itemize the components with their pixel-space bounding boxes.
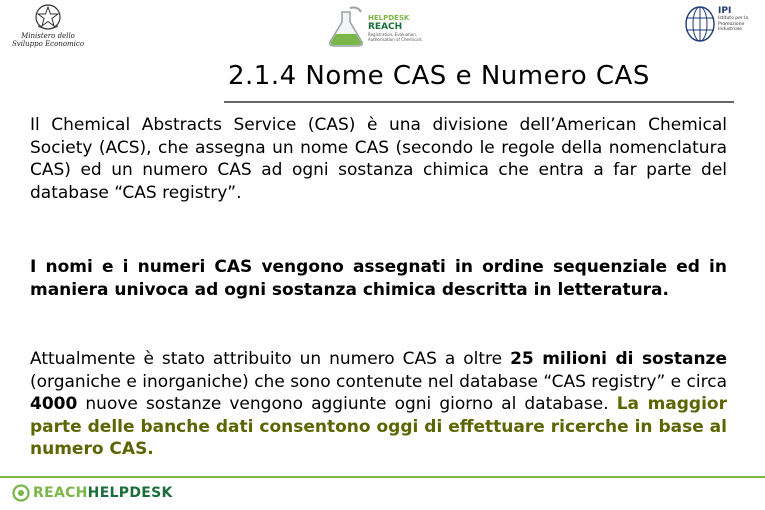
reach-logo-line3: Registration, Evaluation, Authorisation of Chemicals: [368, 32, 422, 42]
reach-helpdesk-logo: [328, 2, 448, 52]
footer-brand-helpdesk: HELPDESK: [87, 485, 173, 501]
emblem-icon: [33, 2, 63, 32]
para3-text-1: Attualmente è stato attribuito un numero CAS a oltre: [30, 349, 511, 369]
globe-icon: [684, 4, 716, 44]
ipi-logo: [684, 4, 760, 50]
ipi-logo-subtitle: Istituto per la Promozione Industriale: [718, 16, 749, 32]
flask-icon: [328, 4, 368, 48]
para3-bold-4000: 4000: [30, 394, 78, 414]
ministry-name-line2: Sviluppo Economico: [11, 40, 85, 48]
ministry-name-line1: Ministero dello: [21, 32, 75, 40]
footer-divider: [0, 476, 765, 478]
paragraph-cas-statistics: [30, 348, 727, 461]
para3-text-3: nuove sostanze vengono aggiunte ogni giorno al database.: [77, 394, 617, 414]
paragraph-cas-assignment: I nomi e i numeri CAS vengono assegnati in ordine sequenziale ed in maniera univoca ad ogni sostanza chimica descritta in letteratura.: [30, 257, 727, 300]
slide-title: 2.1.4 Nome CAS e Numero CAS: [228, 61, 650, 91]
reach-logo-line2: REACH: [368, 22, 403, 32]
footer-brand-reach: REACH: [33, 485, 88, 501]
para3-text-2: (organiche e inorganiche) che sono contenute nel database “CAS registry” e circa: [30, 371, 727, 392]
paragraph-cas-definition: Il Chemical Abstracts Service (CAS) è una divisione dell’American Chemical Society (ACS), che assegna un nome CAS (secondo le regole della nomenclatura CAS) ed un numero CAS ad ogni sostanza chimica che entra a far parte del database “CAS registry”.: [30, 115, 727, 203]
reach-logo-line1: HELPDESK: [368, 14, 410, 22]
header: [0, 0, 765, 56]
para3-highlight-databases: La maggior parte delle banche dati consentono oggi di effettuare ricerche in base al numero CAS.: [30, 394, 727, 459]
ipi-logo-title: IPI: [718, 6, 732, 16]
footer-brand: [12, 483, 173, 503]
title-underline: [224, 101, 734, 103]
para3-bold-25-million: 25 milioni di sostanze: [510, 349, 727, 369]
reach-circle-icon: [12, 484, 30, 502]
ministry-logo: [8, 2, 88, 52]
